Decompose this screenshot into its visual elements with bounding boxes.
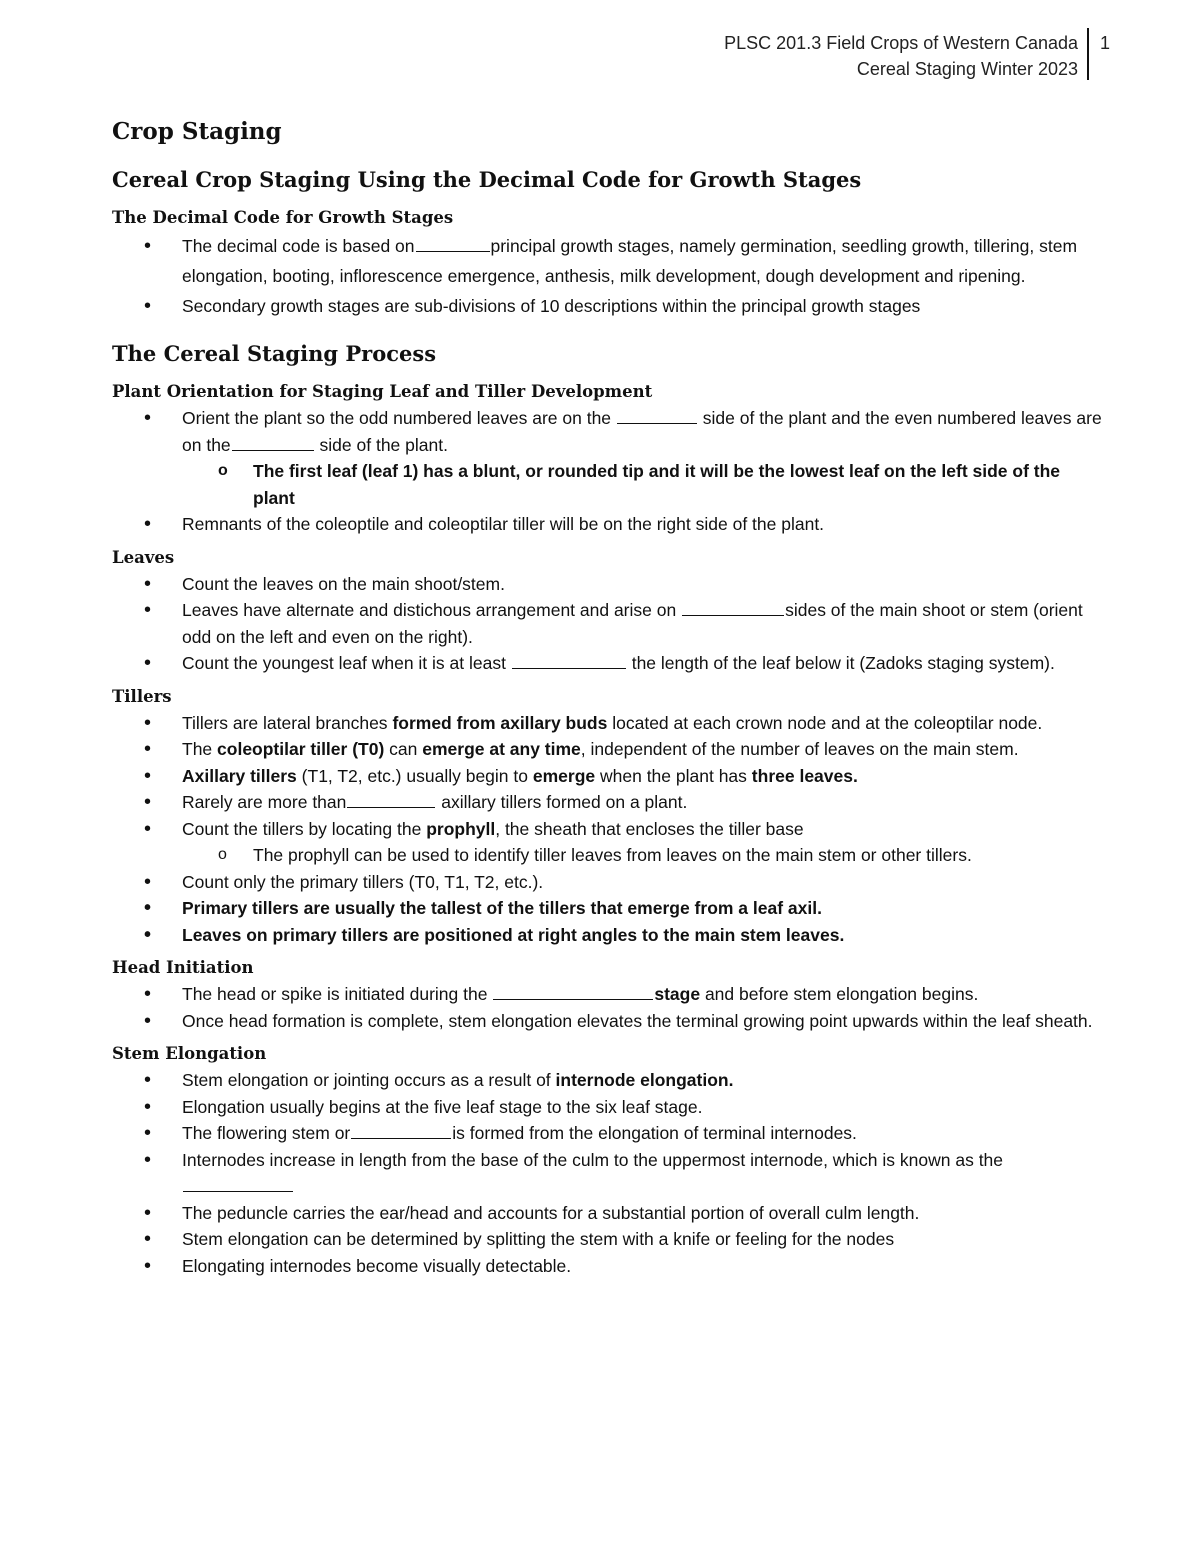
fill-in-blank xyxy=(617,407,697,424)
list-item: • Leaves on primary tillers are positioned at right angles to the main stem leaves. xyxy=(112,922,1102,949)
list-item: • The head or spike is initiated during the stage and before stem elongation begins. xyxy=(112,981,1102,1008)
list-item: • Internodes increase in length from the base of the culm to the uppermost internode, which is known as the xyxy=(112,1147,1102,1200)
list-item: • The coleoptilar tiller (T0) can emerge at any time, independent of the number of leaves on the main stem. xyxy=(112,736,1102,763)
head-initiation-list xyxy=(112,981,1102,1034)
fill-in-blank xyxy=(351,1122,451,1139)
list-item: • Remnants of the coleoptile and coleoptilar tiller will be on the right side of the plant. xyxy=(112,511,1102,538)
list-item: • Stem elongation can be determined by splitting the stem with a knife or feeling for the nodes xyxy=(112,1226,1102,1253)
subheading-decimal-code: The Decimal Code for Growth Stages xyxy=(112,208,454,227)
section-heading-staging-process: The Cereal Staging Process xyxy=(112,341,437,366)
list-item: • The decimal code is based on principal growth stages, namely germination, seedling growth, tillering, stem elongation, booting, inflorescence emergence, anthesis, milk development, dough development and ripening. xyxy=(112,231,1102,291)
page-number: 1 xyxy=(1100,33,1111,53)
fill-in-blank xyxy=(183,1175,293,1192)
subheading-tillers: Tillers xyxy=(112,686,172,706)
subheading-head-initiation: Head Initiation xyxy=(112,958,254,977)
header-doc-title: Cereal Staging Winter 2023 xyxy=(856,59,1078,79)
section-heading-decimal-code: Cereal Crop Staging Using the Decimal Code for Growth Stages xyxy=(112,167,862,192)
page-title: Crop Staging xyxy=(112,118,282,145)
list-item: • The peduncle carries the ear/head and accounts for a substantial portion of overall culm length. xyxy=(112,1200,1102,1227)
list-item: • Elongating internodes become visually detectable. xyxy=(112,1253,1102,1280)
list-item: • Count the tillers by locating the prophyll, the sheath that encloses the tiller base o The prophyll can be used to identify tiller leaves from leaves on the main stem or other tillers. xyxy=(112,816,1102,869)
list-item: • Once head formation is complete, stem elongation elevates the terminal growing point upwards within the leaf sheath. xyxy=(112,1008,1102,1035)
list-item: • Rarely are more than axillary tillers formed on a plant. xyxy=(112,789,1102,816)
list-item: • The flowering stem or is formed from the elongation of terminal internodes. xyxy=(112,1120,1102,1147)
running-header xyxy=(724,30,1078,82)
fill-in-blank xyxy=(512,652,626,669)
fill-in-blank xyxy=(493,983,653,1000)
leaves-list xyxy=(112,571,1102,677)
decimal-code-list xyxy=(112,231,1102,321)
tillers-list xyxy=(112,710,1102,949)
fill-in-blank xyxy=(347,791,435,808)
list-item: • Leaves have alternate and distichous arrangement and arise on sides of the main shoot or stem (orient odd on the left and even on the right). xyxy=(112,597,1102,650)
list-item: • Primary tillers are usually the tallest of the tillers that emerge from a leaf axil. xyxy=(112,895,1102,922)
stem-elongation-list xyxy=(112,1067,1102,1279)
header-course: PLSC 201.3 Field Crops of Western Canada xyxy=(724,33,1078,53)
sub-list-item: o The prophyll can be used to identify tiller leaves from leaves on the main stem or other tillers. xyxy=(112,842,1102,869)
list-item: • Count the youngest leaf when it is at least the length of the leaf below it (Zadoks staging system). xyxy=(112,650,1102,677)
list-item: • Stem elongation or jointing occurs as a result of internode elongation. xyxy=(112,1067,1102,1094)
list-item: • Axillary tillers (T1, T2, etc.) usually begin to emerge when the plant has three leaves. xyxy=(112,763,1102,790)
subheading-plant-orientation: Plant Orientation for Staging Leaf and Tiller Development xyxy=(112,382,653,401)
orientation-list xyxy=(112,405,1102,538)
list-item: • Tillers are lateral branches formed from axillary buds located at each crown node and at the coleoptilar node. xyxy=(112,710,1102,737)
sub-list-item: o The first leaf (leaf 1) has a blunt, or rounded tip and it will be the lowest leaf on the left side of the plant xyxy=(112,458,1102,511)
list-item: • Orient the plant so the odd numbered leaves are on the side of the plant and the even numbered leaves are on the side of the plant. o The first leaf (leaf 1) has a blunt, or rounded tip and it will be the lowest leaf on the left side of the plant xyxy=(112,405,1102,511)
fill-in-blank xyxy=(416,235,490,252)
fill-in-blank xyxy=(232,434,314,451)
list-item: • Count the leaves on the main shoot/stem. xyxy=(112,571,1102,598)
list-item: • Secondary growth stages are sub-divisions of 10 descriptions within the principal growth stages xyxy=(112,291,1102,321)
list-item: • Count only the primary tillers (T0, T1, T2, etc.). xyxy=(112,869,1102,896)
fill-in-blank xyxy=(682,599,784,616)
document-body xyxy=(112,118,1102,1279)
subheading-stem-elongation: Stem Elongation xyxy=(112,1044,267,1063)
header-divider xyxy=(1087,28,1089,80)
list-item: • Elongation usually begins at the five leaf stage to the six leaf stage. xyxy=(112,1094,1102,1121)
subheading-leaves: Leaves xyxy=(112,547,175,567)
